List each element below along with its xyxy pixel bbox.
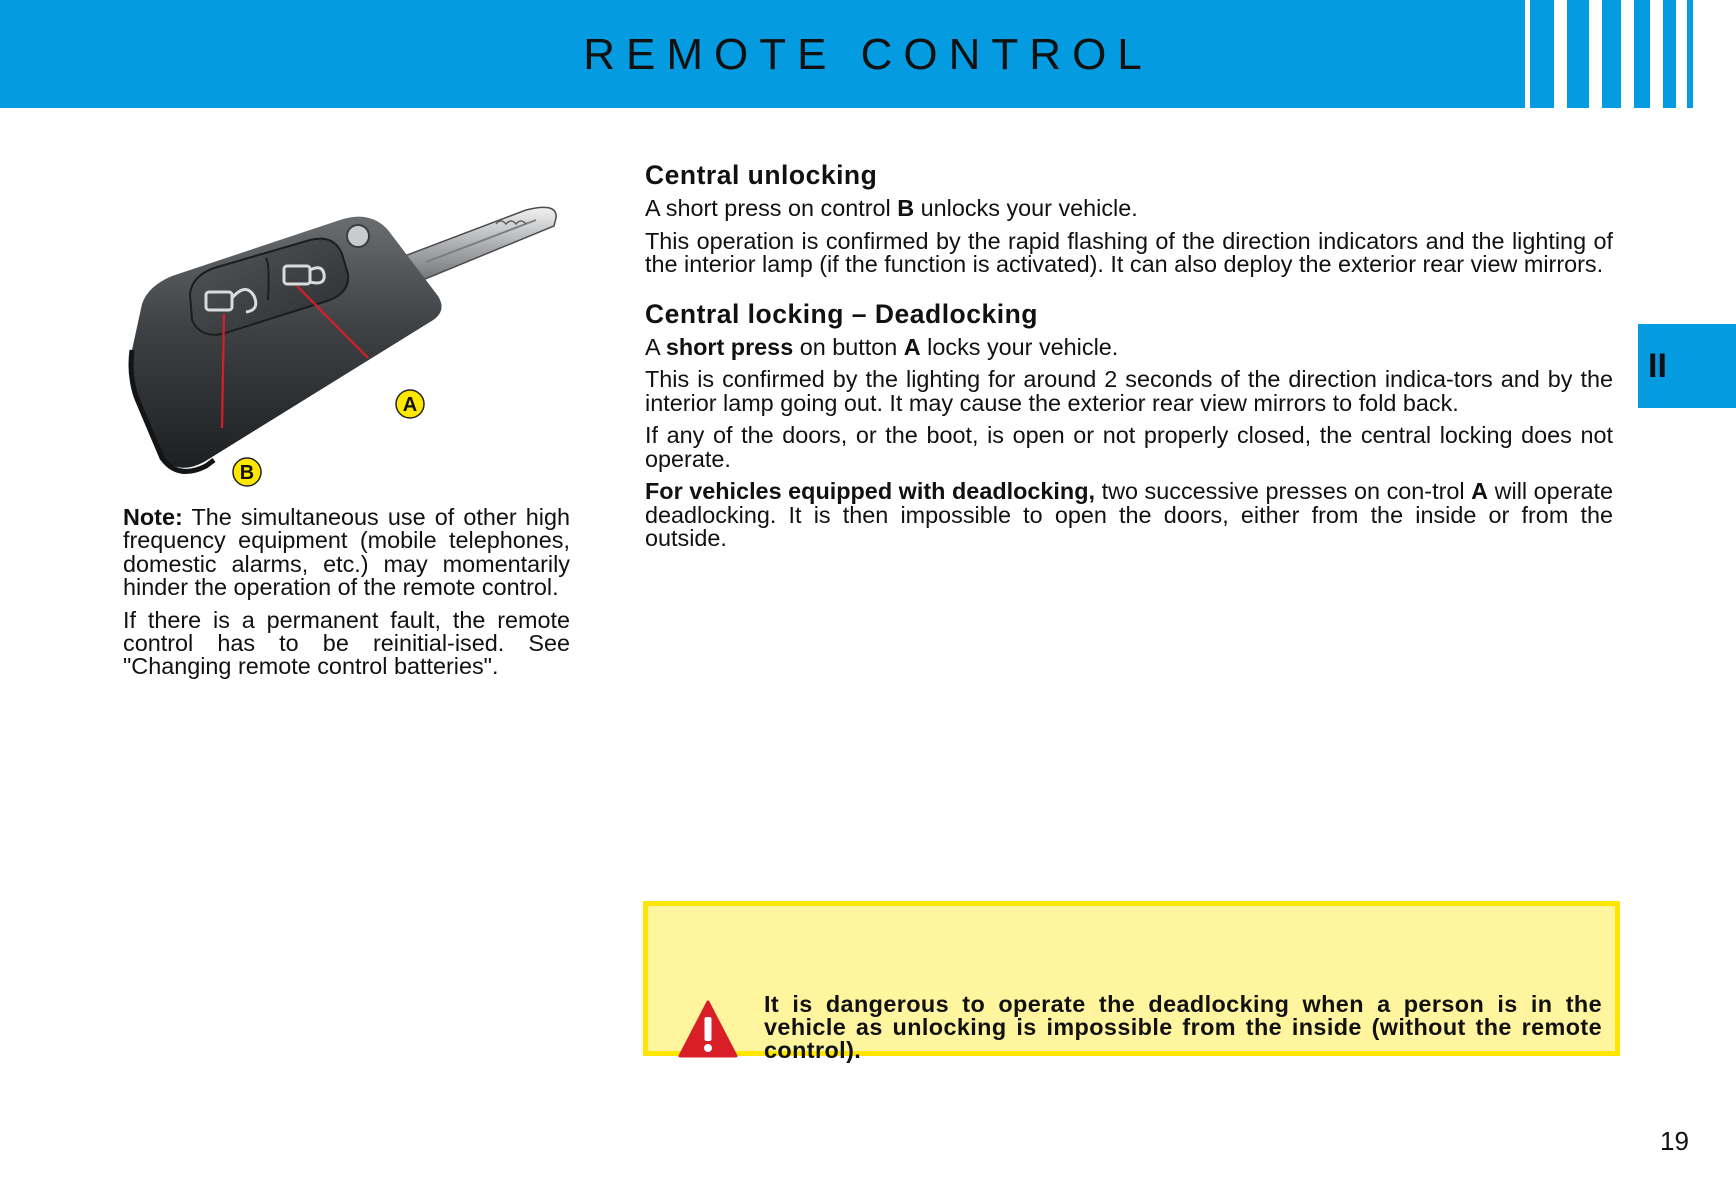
- page-title: REMOTE CONTROL: [583, 30, 1153, 79]
- unlock-paragraph-2: This operation is confirmed by the rapid flashing of the direction indicators and the lighting of the interior lamp (if the function is activated). It can also deploy the exterior rear view mirrors.: [645, 227, 1613, 277]
- remote-control-figure: [126, 200, 566, 500]
- header-stripes: [1524, 0, 1736, 108]
- callout-a: [396, 390, 424, 418]
- unlock-heading: Central unlocking: [645, 160, 878, 190]
- left-column: [123, 506, 570, 688]
- unlock-paragraph-1: A short press on control B unlocks your vehicle.: [645, 195, 1138, 221]
- fob-body: [129, 217, 441, 472]
- lock-heading: Central locking – Deadlocking: [645, 298, 1038, 329]
- right-column: [645, 160, 1613, 560]
- lock-paragraph-3: If any of the doors, or the boot, is open or not properly closed, the central locking does not operate.: [645, 422, 1613, 472]
- warning-icon: [678, 999, 738, 1059]
- lock-paragraph-1: A short press on button A locks your vehicle.: [645, 333, 1119, 360]
- svg-text:A: A: [402, 394, 418, 416]
- note-text: The simultaneous use of other high frequency equipment (mobile telephones, domestic alarms, etc.) may momentarily hinder the operation of the remote control.: [123, 504, 570, 601]
- callout-b: [233, 458, 261, 486]
- lock-paragraph-2: This is confirmed by the lighting for around 2 seconds of the direction indica-tors and by the interior lamp going out. It may cause the exterior rear view mirrors to fold back.: [645, 366, 1613, 416]
- lock-paragraph-4: For vehicles equipped with deadlocking, two successive presses on con-trol A will operate deadlocking. It is then impossible to open the doors, either from the inside or from the outside.: [645, 478, 1614, 551]
- header-banner: [0, 0, 1736, 108]
- page-number: 19: [1660, 1126, 1689, 1156]
- svg-text:B: B: [239, 462, 255, 484]
- release-button: [347, 225, 369, 247]
- note-paragraph: [123, 506, 570, 600]
- warning-text: It is dangerous to operate the deadlocking when a person is in the vehicle as unlocking is impossible from the inside (without the remote control).: [764, 991, 1602, 1063]
- chapter-tab: II: [1638, 324, 1736, 408]
- note-label: Note:: [123, 504, 183, 530]
- fault-paragraph: If there is a permanent fault, the remote control has to be reinitial-ised. See "Changing remote control batteries".: [123, 606, 570, 680]
- warning-box: [643, 901, 1620, 1063]
